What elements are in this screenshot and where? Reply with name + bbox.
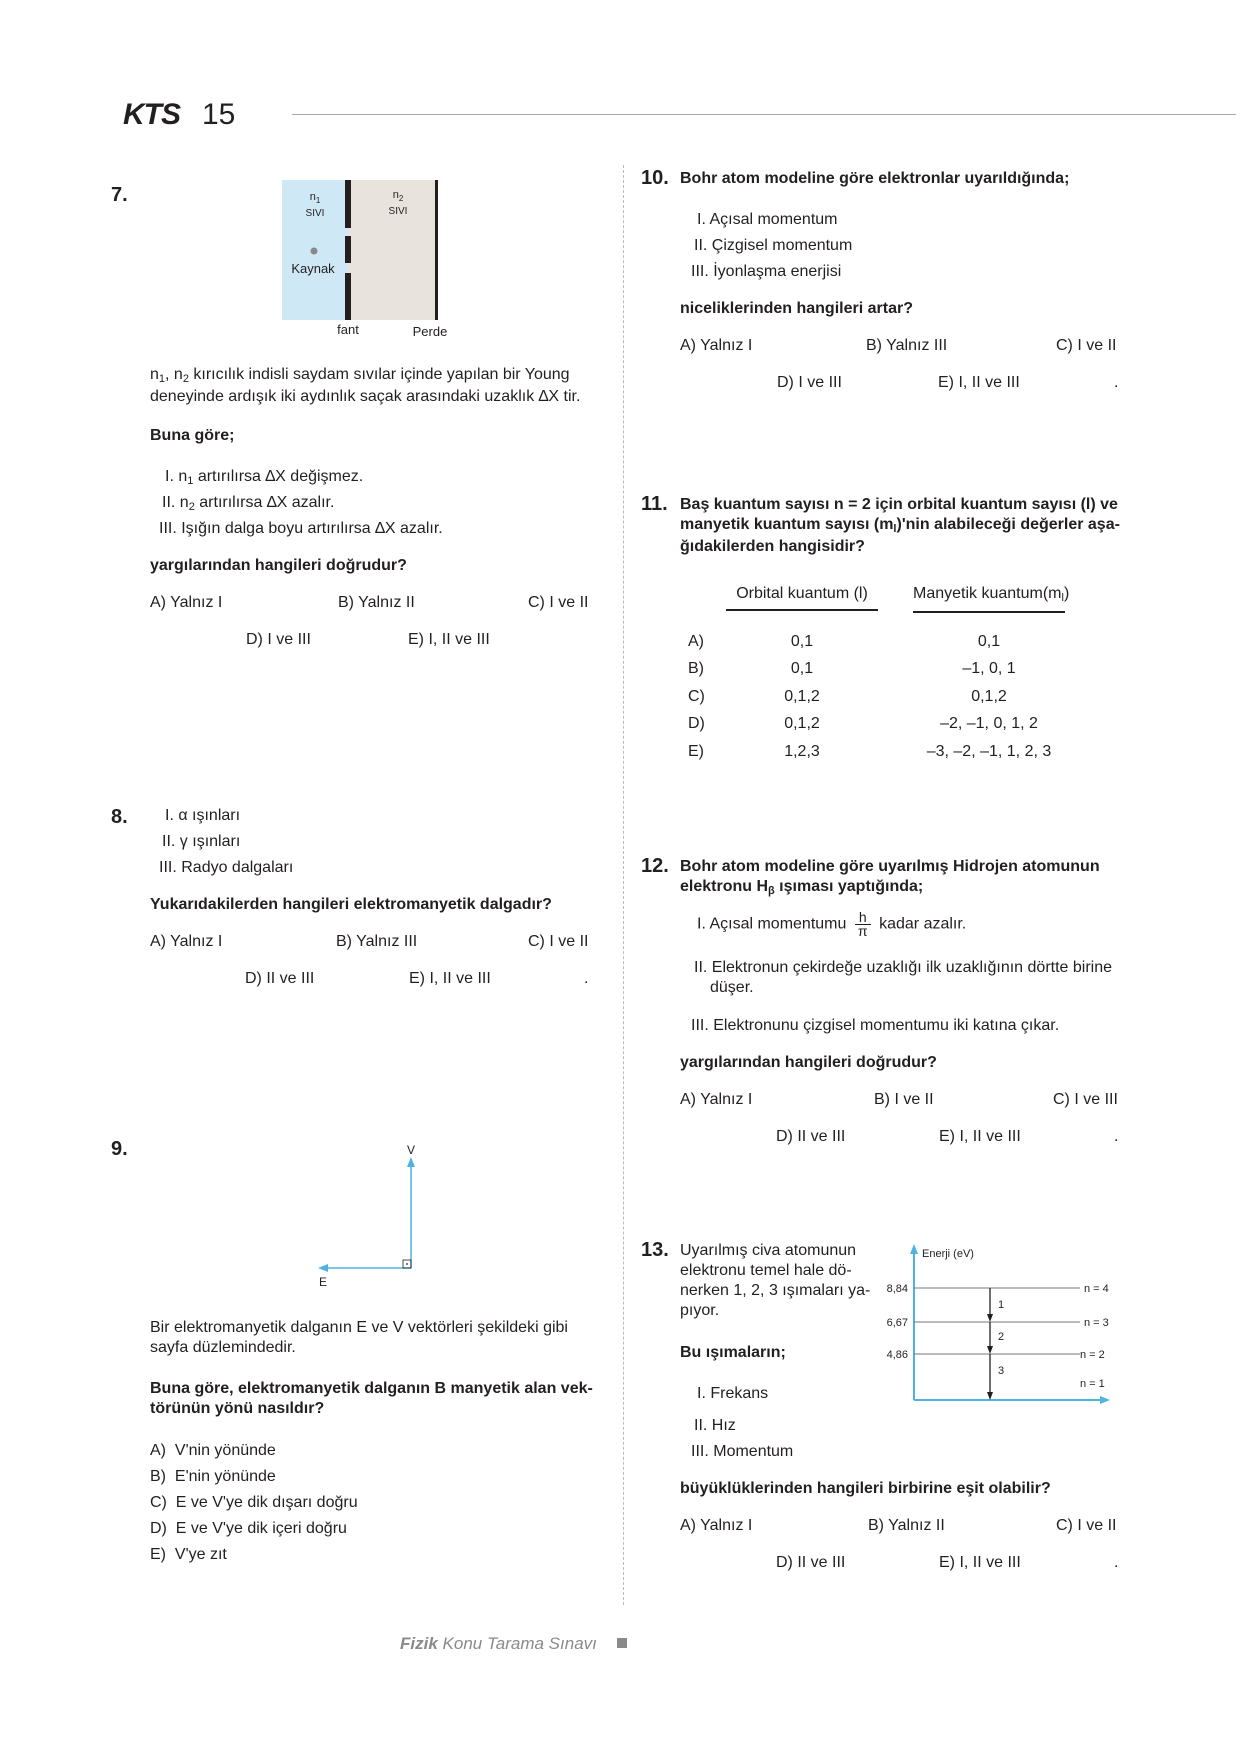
q10-option-e[interactable]: E) I, II ve III: [938, 374, 1020, 391]
q11-row-e-orbital: 1,2,3: [784, 743, 820, 760]
level-label-n2: n = 2: [1080, 1349, 1105, 1361]
energy-value-667: 6,67: [886, 1317, 908, 1329]
q12-option-a[interactable]: A) Yalnız I: [680, 1091, 753, 1108]
transition-2-label: 2: [998, 1331, 1005, 1343]
q12-trail: .: [1114, 1128, 1119, 1145]
q7-question: yargılarından hangileri doğrudur?: [150, 557, 407, 574]
q10-option-d[interactable]: D) I ve III: [777, 374, 842, 391]
q11-stem: Baş kuantum sayısı n = 2 için orbital kuantum sayısı (l) ve manyetik kuantum sayısı $(m_l)'nin$ alabileceği değerler aşa- ğıdakilerden hangisidir?: [680, 496, 1120, 555]
energy-value-486: 4,86: [886, 1349, 908, 1361]
n1-label: SIVI: [305, 208, 325, 219]
q11-row-e-magnetic: –3, –2, –1, 1, 2, 3: [926, 743, 1052, 760]
q11-row-b-magnetic: –1, 0, 1: [962, 660, 1016, 677]
q8-number: 8.: [111, 806, 128, 828]
q8-item-2: II. γ ışınları: [162, 833, 241, 850]
q7-lead: Buna göre;: [150, 427, 235, 444]
q10-item-2: II. Çizgisel momentum: [694, 237, 853, 254]
q10-item-1: I. Açısal momentum: [697, 211, 838, 228]
q11-row-c-orbital: 0,1,2: [784, 688, 820, 705]
q12-stem: Bohr atom modeline göre uyarılmış Hidrojen atomunun elektronu $H_\beta$ ışıması yaptığında;: [680, 858, 1100, 897]
q12-option-e[interactable]: E) I, II ve III: [939, 1128, 1021, 1145]
q9-option-e[interactable]: E) V'ye zıt: [150, 1546, 227, 1563]
n2-label: SIVI: [388, 206, 408, 217]
q7-option-e[interactable]: E) I, II ve III: [408, 631, 490, 648]
q11-option-c[interactable]: C): [688, 688, 705, 705]
q9-question: Buna göre, elektromanyetik dalganın B manyetik alan vek- törünün yönü nasıldır?: [150, 1380, 593, 1417]
q7-option-c[interactable]: C) I ve II: [528, 594, 589, 611]
q11-option-d[interactable]: D): [688, 715, 705, 732]
screen-label: Perde: [412, 324, 448, 339]
brand-logo: KTS: [123, 98, 180, 131]
q13-question: büyüklüklerinden hangileri birbirine eşit olabilir?: [680, 1480, 1051, 1497]
q11-option-b[interactable]: B): [688, 660, 704, 677]
q9-stem: Bir elektromanyetik dalganın E ve V vektörleri şekildeki gibi sayfa düzlemindedir.: [150, 1319, 568, 1356]
q8-option-a[interactable]: A) Yalnız I: [150, 933, 223, 950]
transition-1-label: 1: [998, 1299, 1005, 1311]
q11-option-a[interactable]: A): [688, 633, 704, 650]
q11-row-d-orbital: 0,1,2: [784, 715, 820, 732]
q8-item-3: III. Radyo dalgaları: [159, 859, 294, 876]
transition-1-arrow-icon: [987, 1314, 993, 1322]
q10-option-a[interactable]: A) Yalnız I: [680, 337, 753, 354]
q10-number: 10.: [641, 167, 669, 189]
h-over-pi-fraction: $\frac{h}{\pi}$: [855, 911, 871, 938]
v-arrowhead-icon: [407, 1157, 415, 1167]
q10-option-c[interactable]: C) I ve II: [1056, 337, 1117, 354]
q11-number: 11.: [641, 493, 668, 515]
q12-question: yargılarından hangileri doğrudur?: [680, 1054, 937, 1071]
q13-option-c[interactable]: C) I ve II: [1056, 1517, 1117, 1534]
q9-option-b[interactable]: B) E'nin yönünde: [150, 1468, 276, 1485]
e-arrowhead-icon: [318, 1264, 328, 1272]
energy-axis-arrow-icon: [910, 1244, 918, 1254]
q13-stem: Uyarılmış civa atomunun elektronu temel hale dö- nerken 1, 2, 3 ışımaları ya- pıyor.: [680, 1242, 871, 1319]
q12-item-3: III. Elektronunu çizgisel momentumu iki katına çıkar.: [691, 1017, 1060, 1034]
q12-item-2: II. Elektronun çekirdeğe uzaklığı ilk uzaklığının dörtte birine düşer.: [694, 959, 1113, 996]
page-number: 15: [202, 98, 236, 131]
n1-sub: 1: [315, 196, 321, 205]
source-label: Kaynak: [291, 261, 335, 276]
q13-trail: .: [1114, 1554, 1119, 1571]
q7-option-a[interactable]: A) Yalnız I: [150, 594, 223, 611]
q13-number: 13.: [641, 1239, 669, 1261]
level-label-n4: n = 4: [1084, 1283, 1109, 1295]
e-label: E: [318, 1275, 328, 1289]
q7-young-figure: [280, 178, 455, 343]
q12-option-b[interactable]: B) I ve II: [874, 1091, 934, 1108]
q7-option-b[interactable]: B) Yalnız II: [338, 594, 415, 611]
q9-option-a[interactable]: A) V'nin yönünde: [150, 1442, 276, 1459]
footer-title: Fizik Konu Tarama Sınavı: [400, 1634, 597, 1653]
q10-trail: .: [1114, 374, 1119, 391]
n2-sub: 2: [398, 194, 404, 203]
energy-axis-label: Enerji (eV): [922, 1248, 974, 1260]
slit-barrier-bottom: [345, 273, 351, 320]
q13-item-2: II. Hız: [694, 1417, 736, 1434]
slit-barrier-top: [345, 180, 351, 228]
footer-square-icon: [617, 1638, 627, 1648]
q9-option-c[interactable]: C) E ve V'ye dik dışarı doğru: [150, 1494, 358, 1511]
ground-arrow-icon: [1100, 1396, 1110, 1404]
energy-value-884: 8,84: [886, 1283, 908, 1295]
q7-stem: $n_1$, $n_2$ kırıcılık indisli saydam sıvılar içinde yapılan bir Young deneyinde ardışık iki aydınlık saçak arasındaki uzaklık ∆X tir.: [150, 366, 581, 405]
q13-lead: Bu ışımaların;: [680, 1344, 786, 1361]
q9-vector-figure: [310, 1145, 420, 1290]
q8-option-e[interactable]: E) I, II ve III: [409, 970, 491, 987]
level-label-n3: n = 3: [1084, 1317, 1109, 1329]
level-label-n1: n = 1: [1080, 1378, 1105, 1390]
n2-liquid-region: [348, 180, 438, 320]
header-rule: [292, 114, 1236, 115]
q10-question: niceliklerinden hangileri artar?: [680, 300, 913, 317]
q8-trail: .: [584, 970, 589, 987]
n2-symbol: n: [392, 189, 399, 201]
q8-question: Yukarıdakilerden hangileri elektromanyetik dalgadır?: [150, 896, 552, 913]
q13-option-b[interactable]: B) Yalnız II: [868, 1517, 945, 1534]
q9-number: 9.: [111, 1138, 128, 1160]
q10-item-3: III. İyonlaşma enerjisi: [691, 263, 842, 280]
q13-energy-level-diagram: [880, 1240, 1120, 1410]
q11-row-c-magnetic: 0,1,2: [971, 688, 1007, 705]
q7-option-d[interactable]: D) I ve III: [246, 631, 311, 648]
q7-item-2: II. $n_2$ artırılırsa ∆X azalır.: [162, 494, 335, 513]
q11-option-e[interactable]: E): [688, 743, 704, 760]
q11-row-d-magnetic: –2, –1, 0, 1, 2: [940, 715, 1038, 732]
q8-option-c[interactable]: C) I ve II: [528, 933, 589, 950]
q12-option-c[interactable]: C) I ve III: [1053, 1091, 1118, 1108]
q11-row-b-orbital: 0,1: [790, 660, 814, 677]
slit-barrier-mid: [345, 236, 351, 263]
screen-line: [435, 180, 438, 320]
q12-item-1: I. Açısal momentumu $\frac{h}{\pi}$ kadar azalır.: [697, 909, 967, 939]
q7-item-3: III. Işığın dalga boyu artırılırsa ∆X azalır.: [159, 520, 443, 537]
q11-row-a-magnetic: 0,1: [977, 633, 1001, 650]
v-label: V: [406, 1145, 416, 1157]
column-divider: [623, 165, 624, 1605]
q11-col-magnetic: Manyetik $kuantum(m_l)$: [913, 584, 1065, 613]
q13-item-1: I. Frekans: [697, 1385, 769, 1402]
q10-stem: Bohr atom modeline göre elektronlar uyarıldığında;: [680, 170, 1070, 187]
q11-row-a-orbital: 0,1: [790, 633, 814, 650]
q13-option-d[interactable]: D) II ve III: [776, 1554, 846, 1571]
q7-item-1: I. $n_1$ artırılırsa ∆X değişmez.: [165, 468, 364, 487]
transition-3-label: 3: [998, 1365, 1005, 1377]
transition-2-arrow-icon: [987, 1346, 993, 1354]
q9-option-d[interactable]: D) E ve V'ye dik içeri doğru: [150, 1520, 347, 1537]
source-dot: [311, 248, 318, 255]
q11-col-orbital: Orbital kuantum (l): [726, 584, 878, 611]
transition-3-arrow-icon: [987, 1392, 993, 1400]
q8-option-b[interactable]: B) Yalnız III: [336, 933, 418, 950]
q13-option-e[interactable]: E) I, II ve III: [939, 1554, 1021, 1571]
q8-option-d[interactable]: D) II ve III: [245, 970, 315, 987]
q13-item-3: III. Momentum: [691, 1443, 794, 1460]
n1-symbol: n: [309, 191, 316, 203]
slit-label: fant: [337, 322, 359, 337]
q8-item-1: I. α ışınları: [165, 807, 241, 824]
q10-option-b[interactable]: B) Yalnız III: [866, 337, 948, 354]
q7-number: 7.: [111, 184, 128, 206]
q12-option-d[interactable]: D) II ve III: [776, 1128, 846, 1145]
q13-option-a[interactable]: A) Yalnız I: [680, 1517, 753, 1534]
q12-number: 12.: [641, 855, 669, 877]
